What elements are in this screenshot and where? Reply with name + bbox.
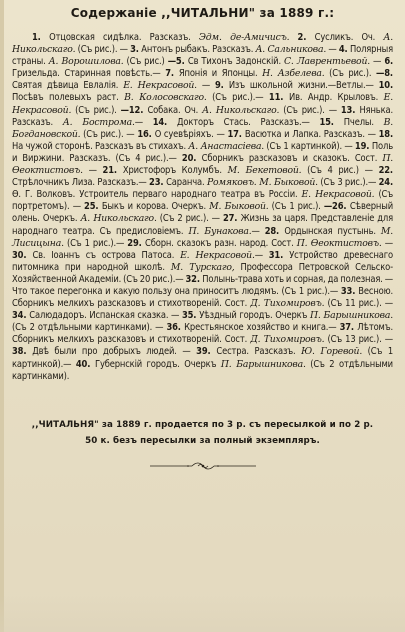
entry-title: Сѣверный олень. Очеркъ. bbox=[12, 201, 393, 225]
entry-title: Уѣздный городъ. Очеркъ bbox=[199, 310, 310, 322]
entry-title: Антонъ рыбакъ. Разсказъ. bbox=[141, 44, 256, 56]
decorative-divider-icon bbox=[148, 461, 258, 471]
entry-author: А. Бострома. bbox=[62, 116, 135, 128]
entry-author: Ю. Горевой. bbox=[301, 346, 363, 358]
entry-author: А. Ворошилова. bbox=[48, 56, 124, 68]
entry-author: А. Анастасіева. bbox=[188, 140, 265, 152]
contents-entry bbox=[12, 346, 191, 357]
entry-number: 34. bbox=[12, 310, 30, 322]
entry-number: —5. bbox=[167, 56, 188, 68]
entry-title: Св Тихонъ Задонскій. bbox=[187, 56, 285, 68]
entry-author: А. Сальникова. bbox=[255, 44, 327, 56]
entry-author: Е. Некрасовой. bbox=[12, 92, 393, 116]
entry-author: Ромяковъ. М. Быковой. bbox=[206, 177, 318, 189]
entry-note: (Съ 2 рис.). — bbox=[156, 213, 220, 225]
entry-title: Докторъ Стась. Разсказъ.— bbox=[177, 116, 310, 128]
contents-entry bbox=[153, 117, 310, 128]
entry-number: 39. bbox=[196, 346, 217, 358]
entry-note: — bbox=[381, 237, 393, 249]
entry-number: 18. bbox=[378, 128, 393, 140]
entry-author: П. Бунакова. bbox=[188, 225, 252, 237]
entry-note: (Съ портретомъ). — bbox=[12, 189, 394, 213]
entry-title: О суевѣріяхъ. — bbox=[154, 128, 225, 140]
entry-number: 37. bbox=[339, 322, 358, 334]
contents-entry bbox=[165, 68, 371, 79]
contents-list bbox=[12, 32, 393, 383]
entry-title: Ив. Андр. Крыловъ. bbox=[289, 92, 384, 104]
contents-entry bbox=[32, 32, 289, 43]
entry-number: 14. bbox=[152, 116, 178, 128]
entry-title: Крестьянское хозяйство и книга.— bbox=[184, 322, 337, 334]
entry-note: (Съ 1 картинкой). — bbox=[264, 140, 353, 152]
entry-number: 1. bbox=[32, 32, 50, 43]
entry-number: 16. bbox=[137, 128, 155, 140]
entry-title: Поль и Виржини. Разсказъ. (Съ 4 рис.).— bbox=[12, 140, 393, 164]
entry-author: А. Никольскаго. bbox=[12, 32, 393, 56]
entry-title: Полярныя страны. bbox=[12, 44, 394, 68]
entry-note: (Съ рис.) bbox=[123, 56, 165, 68]
announcement-line-1: ,,ЧИТАЛЬНЯ" за 1889 г. продается по 3 р. съ пересылкой и по 2 р. bbox=[31, 419, 374, 430]
entry-title: Отцовская сидѣлка. Разсказъ. bbox=[49, 32, 199, 43]
entry-number: 35. bbox=[181, 310, 200, 322]
page-bottom-shade bbox=[0, 596, 405, 632]
entry-author: В. Богдановской. bbox=[12, 116, 393, 140]
entry-title: Собака. Оч. bbox=[147, 104, 203, 116]
page-title: Содержаніе ,,ЧИТАЛЬНИ" за 1889 г.: bbox=[70, 6, 335, 20]
entry-author: М. Бекетовой. bbox=[227, 165, 302, 177]
entry-note: (Съ 2 отдѣльными картинками). bbox=[12, 358, 393, 382]
entry-number: 6. bbox=[384, 56, 394, 68]
entry-number: —8. bbox=[376, 68, 393, 80]
entry-title: Святая дѣвица Евлалія. bbox=[12, 80, 124, 92]
entry-number: 13. bbox=[340, 104, 360, 116]
contents-entry bbox=[137, 129, 224, 140]
entry-title: Весною. Сборникъ мелкихъ разсказовъ и стихотвореній. Сост. bbox=[12, 285, 393, 310]
entry-title: Посѣвъ полевыхъ раст. bbox=[12, 92, 125, 104]
entry-number: 10. bbox=[378, 80, 393, 92]
entry-title: Быкъ и корова. Очеркъ. bbox=[101, 201, 210, 213]
entry-number: 32. bbox=[185, 273, 203, 285]
entry-title: Пчелы. bbox=[343, 116, 384, 128]
entry-title: Изъ школьной жизни.—Ветлы.— bbox=[228, 80, 374, 92]
contents-entry bbox=[12, 250, 263, 261]
entry-note: (Съ рис.). bbox=[71, 104, 117, 116]
entry-note: — bbox=[251, 225, 260, 237]
entry-note: (Съ рис.). — bbox=[279, 104, 337, 116]
entry-title: Гризельда. Старинная повѣсть.— bbox=[12, 68, 161, 80]
entry-title: Стрѣлочникъ Лиза. Разсказъ.— bbox=[12, 177, 147, 189]
entry-number: 28. bbox=[264, 225, 285, 237]
entry-number: 29. bbox=[127, 237, 146, 249]
entry-title: Саранча. bbox=[166, 177, 207, 189]
entry-author: А. Никольскаго. bbox=[202, 104, 280, 116]
entry-author: П. Барышникова. bbox=[220, 358, 306, 370]
entry-author: Е. Некрасовой. bbox=[180, 249, 255, 261]
entry-number: 33. bbox=[340, 285, 359, 297]
entry-title: Ордынская пустынь. bbox=[284, 225, 381, 237]
entry-title: Двѣ были про добрыхъ людей. — bbox=[32, 346, 191, 358]
contents-entry bbox=[130, 44, 336, 55]
entry-number: 20. bbox=[181, 152, 202, 164]
entry-title: Христофоръ Колумбъ. bbox=[122, 165, 228, 177]
entry-author: Д. Тихомировъ. bbox=[250, 334, 325, 346]
contents-entry bbox=[215, 80, 374, 91]
entry-note: — bbox=[196, 80, 211, 92]
entry-author: Д. Тихомировъ. bbox=[250, 298, 325, 310]
entry-note: — bbox=[370, 56, 382, 68]
entry-author: М. Лисицына. bbox=[12, 225, 393, 249]
entry-title: Сборникъ разсказовъ и сказокъ. Сост. bbox=[201, 152, 383, 164]
entry-author: Е. Некрасовой. bbox=[301, 189, 375, 201]
entry-title: Салюдадоръ. Испанская сказка. — bbox=[29, 310, 180, 322]
entry-note: (Съ 3 рис.).— bbox=[317, 177, 377, 189]
entry-number: 22. bbox=[378, 165, 393, 177]
entry-author: М. Быковой. bbox=[209, 201, 269, 213]
entry-number: 21. bbox=[102, 165, 123, 177]
entry-number: 27. bbox=[222, 213, 241, 225]
entry-note: (Съ рис.). — bbox=[80, 128, 135, 140]
entry-author: А. Никольскаго. bbox=[80, 213, 157, 225]
entry-number: 40. bbox=[75, 358, 95, 370]
contents-entry bbox=[12, 310, 179, 321]
entry-note: (Съ 1 рис.). bbox=[268, 201, 321, 213]
entry-note: — bbox=[82, 165, 97, 177]
entry-number: —26. bbox=[323, 201, 350, 213]
entry-title: Ѳ. Г. Волковъ. Устроитель перваго народнаго театра въ Россіи. bbox=[12, 189, 302, 201]
announcement-line-2: 50 к. безъ пересылки за полный экземпляръ. bbox=[85, 435, 320, 446]
entry-note: — bbox=[134, 116, 143, 128]
entry-note: (Съ 2 отдѣльными картинками). — bbox=[12, 322, 164, 334]
sale-announcement bbox=[16, 417, 389, 449]
contents-entry bbox=[227, 129, 375, 140]
entry-note: (Съ 1 картинкой).— bbox=[12, 346, 393, 370]
entry-author: Н. Азбелева. bbox=[262, 68, 325, 80]
entry-title: Лѣтомъ. Сборникъ мелкихъ разсказовъ и стихотвореній. Сост. bbox=[12, 322, 393, 346]
contents-entry bbox=[121, 105, 337, 116]
contents-entry bbox=[149, 177, 376, 188]
entry-number: 7. bbox=[165, 68, 179, 80]
entry-number: 19. bbox=[354, 140, 372, 152]
entry-number: 25. bbox=[84, 201, 102, 213]
entry-note: (Съ рис.). bbox=[324, 68, 372, 80]
contents-entry bbox=[127, 238, 393, 249]
entry-author: П. Ѳеоктистовъ. bbox=[296, 237, 382, 249]
entry-note: — bbox=[254, 249, 263, 261]
entry-title: Жизнь за царя. Представленіе для народнаго театра. Съ предисловіемъ. bbox=[12, 213, 393, 237]
contents-entry bbox=[84, 201, 321, 212]
entry-number: 36. bbox=[166, 322, 185, 334]
entry-author: Е. Некрасовой. bbox=[123, 80, 197, 92]
entry-note: (Съ 13 рис.). — bbox=[324, 334, 393, 346]
entry-note: (Съ рис.). — bbox=[75, 44, 128, 56]
entry-number: 3. bbox=[130, 44, 142, 56]
entry-note: — bbox=[326, 44, 337, 56]
entry-title: Устройство древеснаго питомника при народной школѣ. bbox=[12, 249, 393, 273]
entry-title: Сборн. сказокъ разн. народ. Сост. bbox=[145, 237, 297, 249]
entry-author: П. Ѳеоктистовъ. bbox=[12, 152, 393, 177]
contents-entry bbox=[103, 165, 373, 176]
entry-title: Полынь-трава хоть и сорная, да полезная. — Что такое перегонка и какую пользу она приноситъ людямъ. (Съ 1 рис.).— bbox=[12, 273, 393, 297]
entry-title: Японія и Японцы. bbox=[178, 68, 263, 80]
entry-number: 38. bbox=[12, 346, 33, 358]
entry-number: 2. bbox=[297, 32, 315, 43]
entry-number: —12. bbox=[120, 104, 148, 116]
entry-number: 31. bbox=[268, 249, 290, 261]
entry-title: Сестра. Разсказъ. bbox=[216, 346, 302, 358]
contents-entry bbox=[166, 322, 336, 333]
entry-number: 9. bbox=[214, 80, 229, 92]
entry-title: Губернскій городъ. Очеркъ bbox=[95, 358, 221, 370]
entry-author: В. Колосовскаго. bbox=[124, 92, 207, 104]
entry-note: (Съ 1 рис.).— bbox=[63, 237, 125, 249]
entry-title: Св. Іоаннъ съ острова Патоса. bbox=[32, 249, 181, 261]
entry-note: Профессора Петровской Сельско-Хозяйственной Академіи. (Съ 20 рис.).— bbox=[12, 261, 393, 285]
contents-entry bbox=[168, 56, 382, 67]
entry-number: 23. bbox=[149, 177, 167, 189]
entry-author: Эдм. де-Амичисъ. bbox=[198, 32, 290, 43]
entry-author: С. Лаврентьевой. bbox=[284, 56, 370, 68]
entry-number: 4. bbox=[338, 44, 350, 56]
entry-number: 11. bbox=[268, 92, 290, 104]
entry-number: 15. bbox=[319, 116, 344, 128]
entry-note: (Съ рис.).— bbox=[206, 92, 264, 104]
entry-author: П. Барышникова. bbox=[309, 310, 393, 322]
entry-note: (Съ 4 рис.) — bbox=[301, 165, 373, 177]
entry-number: 24. bbox=[378, 177, 393, 189]
entry-number: 17. bbox=[227, 128, 245, 140]
entry-author: М. Турскаго, bbox=[170, 261, 235, 273]
entry-title: На чужой сторонѣ. Разсказъ въ стихахъ. bbox=[12, 140, 189, 152]
entry-number: 30. bbox=[12, 249, 33, 261]
entry-title: Васютка и Лапка. Разсказъ. — bbox=[244, 128, 376, 140]
entry-title: Нянька. Разсказъ. bbox=[12, 104, 393, 128]
entry-title: Сусликъ. Оч. bbox=[314, 32, 384, 43]
entry-note: (Съ 11 рис.). — bbox=[324, 298, 393, 310]
